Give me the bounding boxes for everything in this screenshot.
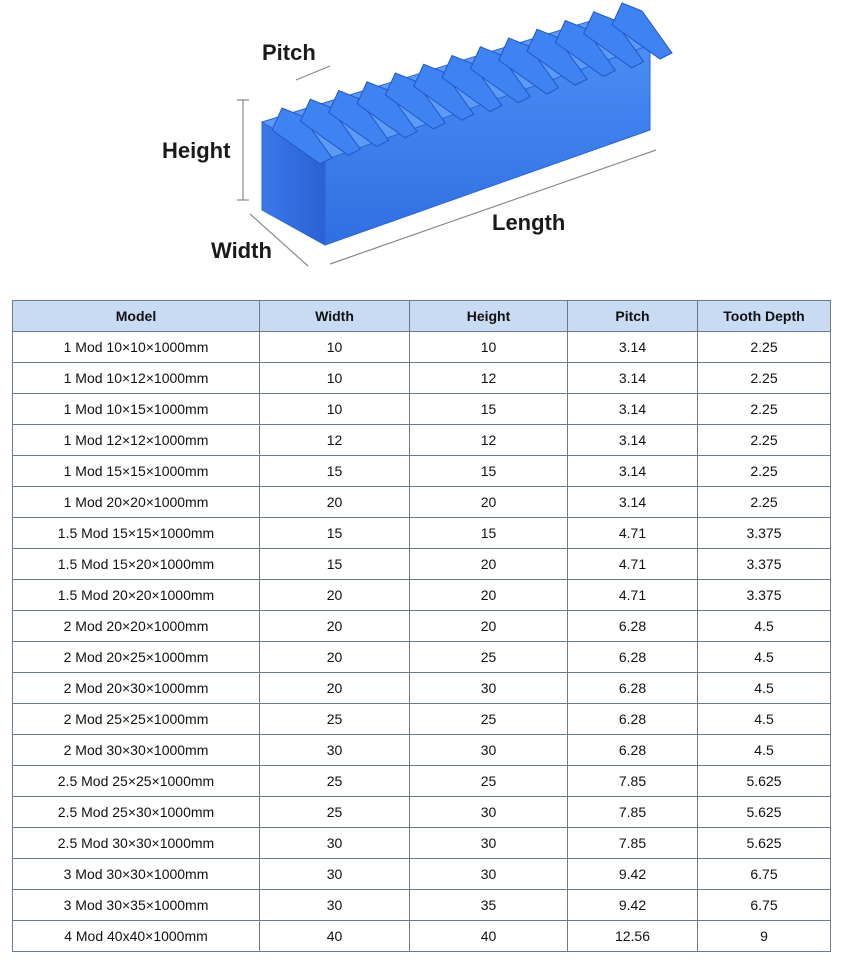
cell-pitch: 9.42 <box>568 859 698 890</box>
cell-width: 20 <box>260 673 410 704</box>
cell-pitch: 6.28 <box>568 735 698 766</box>
cell-model: 2 Mod 25×25×1000mm <box>13 704 260 735</box>
cell-height: 15 <box>410 456 568 487</box>
cell-tooth-depth: 2.25 <box>698 394 831 425</box>
gear-rack-diagram <box>0 0 842 290</box>
cell-width: 25 <box>260 766 410 797</box>
height-label: Height <box>162 138 231 163</box>
cell-width: 15 <box>260 456 410 487</box>
cell-tooth-depth: 5.625 <box>698 828 831 859</box>
table-row <box>13 518 831 549</box>
cell-height: 10 <box>410 332 568 363</box>
table-row <box>13 890 831 921</box>
cell-width: 10 <box>260 363 410 394</box>
cell-model: 2.5 Mod 25×30×1000mm <box>13 797 260 828</box>
table-row <box>13 704 831 735</box>
cell-tooth-depth: 4.5 <box>698 735 831 766</box>
cell-tooth-depth: 3.375 <box>698 549 831 580</box>
cell-tooth-depth: 5.625 <box>698 766 831 797</box>
cell-pitch: 4.71 <box>568 518 698 549</box>
cell-width: 40 <box>260 921 410 952</box>
table-row <box>13 642 831 673</box>
cell-height: 20 <box>410 580 568 611</box>
cell-tooth-depth: 2.25 <box>698 487 831 518</box>
cell-height: 12 <box>410 363 568 394</box>
cell-height: 25 <box>410 704 568 735</box>
table-row <box>13 921 831 952</box>
column-header-height: Height <box>410 301 568 332</box>
table-row <box>13 735 831 766</box>
cell-model: 3 Mod 30×30×1000mm <box>13 859 260 890</box>
cell-pitch: 3.14 <box>568 425 698 456</box>
table-row <box>13 456 831 487</box>
cell-pitch: 12.56 <box>568 921 698 952</box>
cell-height: 20 <box>410 487 568 518</box>
column-header-pitch: Pitch <box>568 301 698 332</box>
cell-height: 20 <box>410 549 568 580</box>
cell-width: 10 <box>260 394 410 425</box>
cell-pitch: 6.28 <box>568 642 698 673</box>
table-row <box>13 549 831 580</box>
cell-pitch: 4.71 <box>568 549 698 580</box>
cell-width: 10 <box>260 332 410 363</box>
cell-tooth-depth: 6.75 <box>698 859 831 890</box>
width-label: Width <box>211 238 272 263</box>
cell-width: 30 <box>260 859 410 890</box>
cell-tooth-depth: 2.25 <box>698 456 831 487</box>
cell-width: 30 <box>260 890 410 921</box>
cell-tooth-depth: 6.75 <box>698 890 831 921</box>
cell-model: 3 Mod 30×35×1000mm <box>13 890 260 921</box>
cell-model: 1.5 Mod 20×20×1000mm <box>13 580 260 611</box>
cell-tooth-depth: 4.5 <box>698 704 831 735</box>
cell-pitch: 3.14 <box>568 487 698 518</box>
cell-height: 30 <box>410 797 568 828</box>
cell-pitch: 7.85 <box>568 797 698 828</box>
cell-tooth-depth: 4.5 <box>698 673 831 704</box>
cell-height: 20 <box>410 611 568 642</box>
cell-width: 20 <box>260 611 410 642</box>
table-row <box>13 611 831 642</box>
cell-tooth-depth: 4.5 <box>698 642 831 673</box>
cell-model: 1 Mod 10×12×1000mm <box>13 363 260 394</box>
table-row <box>13 797 831 828</box>
cell-model: 2 Mod 20×20×1000mm <box>13 611 260 642</box>
cell-pitch: 7.85 <box>568 766 698 797</box>
column-header-model: Model <box>13 301 260 332</box>
cell-height: 15 <box>410 518 568 549</box>
cell-width: 30 <box>260 735 410 766</box>
cell-width: 20 <box>260 487 410 518</box>
cell-model: 1 Mod 12×12×1000mm <box>13 425 260 456</box>
cell-model: 2 Mod 20×30×1000mm <box>13 673 260 704</box>
table-row <box>13 394 831 425</box>
cell-tooth-depth: 2.25 <box>698 363 831 394</box>
cell-pitch: 9.42 <box>568 890 698 921</box>
table-row <box>13 673 831 704</box>
cell-width: 15 <box>260 518 410 549</box>
column-header-width: Width <box>260 301 410 332</box>
pitch-dimension-line <box>296 66 330 80</box>
cell-width: 15 <box>260 549 410 580</box>
cell-height: 30 <box>410 828 568 859</box>
table-row <box>13 487 831 518</box>
cell-height: 30 <box>410 859 568 890</box>
cell-width: 25 <box>260 704 410 735</box>
cell-model: 1 Mod 15×15×1000mm <box>13 456 260 487</box>
cell-tooth-depth: 2.25 <box>698 332 831 363</box>
length-label: Length <box>492 210 566 235</box>
table-header-row <box>13 301 831 332</box>
cell-tooth-depth: 3.375 <box>698 518 831 549</box>
cell-width: 12 <box>260 425 410 456</box>
table-row <box>13 859 831 890</box>
table-row <box>13 766 831 797</box>
cell-pitch: 6.28 <box>568 673 698 704</box>
cell-width: 25 <box>260 797 410 828</box>
cell-model: 2.5 Mod 25×25×1000mm <box>13 766 260 797</box>
cell-tooth-depth: 5.625 <box>698 797 831 828</box>
cell-pitch: 6.28 <box>568 611 698 642</box>
cell-pitch: 3.14 <box>568 456 698 487</box>
cell-model: 2 Mod 30×30×1000mm <box>13 735 260 766</box>
cell-tooth-depth: 2.25 <box>698 425 831 456</box>
gear-rack-image <box>262 3 672 245</box>
cell-tooth-depth: 9 <box>698 921 831 952</box>
cell-width: 20 <box>260 580 410 611</box>
cell-height: 35 <box>410 890 568 921</box>
cell-model: 2.5 Mod 30×30×1000mm <box>13 828 260 859</box>
table-row <box>13 580 831 611</box>
cell-pitch: 6.28 <box>568 704 698 735</box>
cell-model: 1 Mod 10×10×1000mm <box>13 332 260 363</box>
cell-height: 25 <box>410 642 568 673</box>
spec-table <box>12 300 831 952</box>
table-row <box>13 332 831 363</box>
cell-height: 40 <box>410 921 568 952</box>
cell-tooth-depth: 3.375 <box>698 580 831 611</box>
cell-height: 12 <box>410 425 568 456</box>
cell-model: 1 Mod 20×20×1000mm <box>13 487 260 518</box>
table-row <box>13 828 831 859</box>
cell-pitch: 3.14 <box>568 332 698 363</box>
cell-pitch: 4.71 <box>568 580 698 611</box>
cell-tooth-depth: 4.5 <box>698 611 831 642</box>
cell-pitch: 7.85 <box>568 828 698 859</box>
cell-height: 30 <box>410 673 568 704</box>
cell-height: 30 <box>410 735 568 766</box>
cell-width: 20 <box>260 642 410 673</box>
cell-height: 25 <box>410 766 568 797</box>
table-row <box>13 363 831 394</box>
cell-pitch: 3.14 <box>568 363 698 394</box>
pitch-label: Pitch <box>262 40 316 65</box>
table-row <box>13 425 831 456</box>
cell-model: 2 Mod 20×25×1000mm <box>13 642 260 673</box>
cell-pitch: 3.14 <box>568 394 698 425</box>
cell-model: 1.5 Mod 15×20×1000mm <box>13 549 260 580</box>
cell-width: 30 <box>260 828 410 859</box>
cell-height: 15 <box>410 394 568 425</box>
column-header-tooth-depth: Tooth Depth <box>698 301 831 332</box>
cell-model: 1 Mod 10×15×1000mm <box>13 394 260 425</box>
cell-model: 1.5 Mod 15×15×1000mm <box>13 518 260 549</box>
cell-model: 4 Mod 40x40×1000mm <box>13 921 260 952</box>
